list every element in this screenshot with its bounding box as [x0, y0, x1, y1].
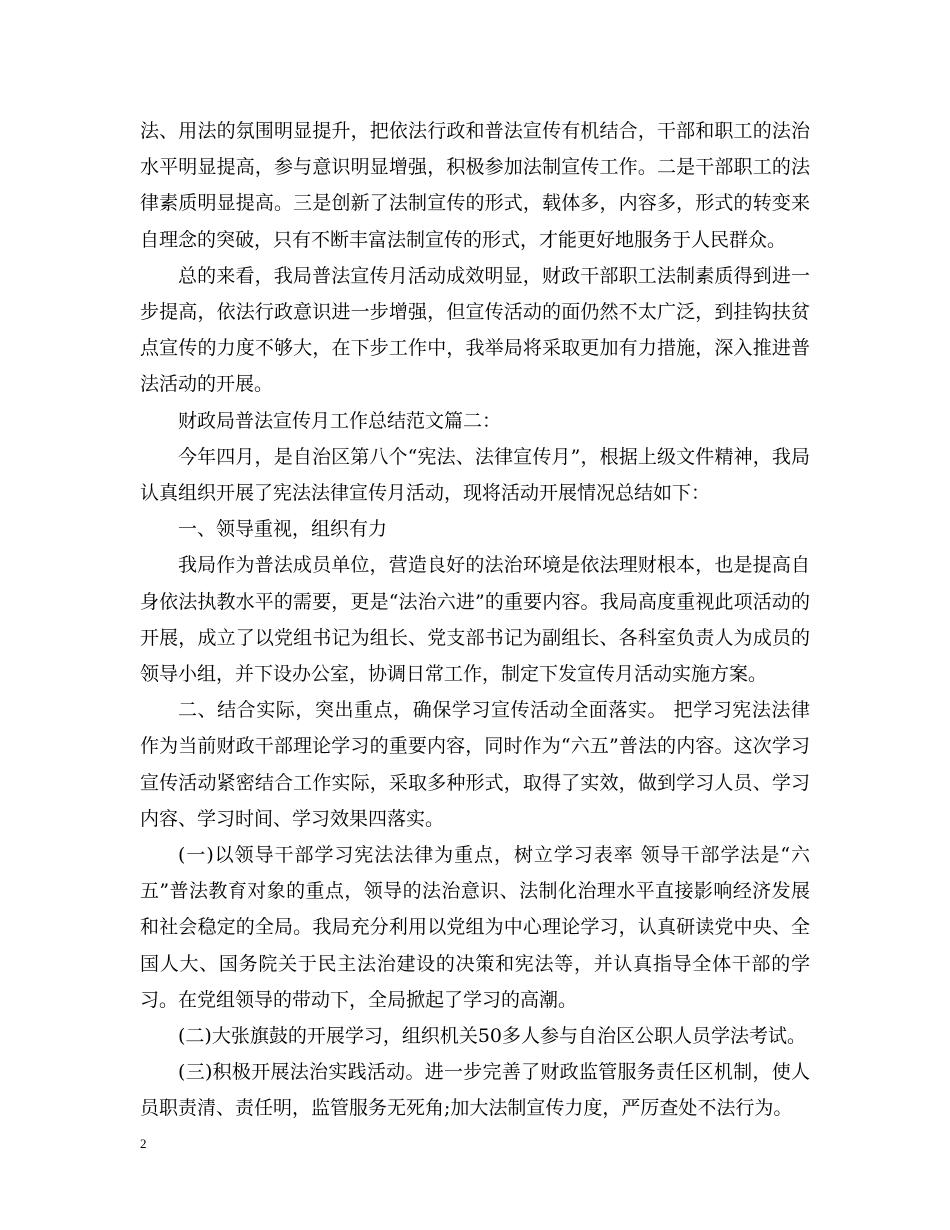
paragraph-continuation: 法、用法的氛围明显提升，把依法行政和普法宣传有机结合，干部和职工的法治水平明显提高，参与意识明显增强，积极参加法制宣传工作。二是干部职工的法律素质明显提高。三是创新了法制宣传的形式，载体多，内容多，形式的转变来自理念的突破，只有不断丰富法制宣传的形式，才能更好地服务于人民群众。: [140, 120, 810, 251]
paragraph-practical-focus: 二、结合实际，突出重点，确保学习宣传活动全面落实。 把学习宪法法律作为当前财政干部理论学习的重要内容，同时作为“六五”普法的内容。这次学习宣传活动紧密结合工作实际，采取多种形式，取得了实效，做到学习人员、学习内容、学习时间、学习效果四落实。: [140, 699, 810, 830]
paragraph-item-three: (三)积极开展法治实践活动。进一步完善了财政监管服务责任区机制，使人员职责清、责任明，监管服务无死角;加大法制宣传力度，严厉查处不法行为。: [140, 1061, 810, 1120]
paragraph-summary: 总的来看，我局普法宣传月活动成效明显，财政干部职工法制素质得到进一步提高，依法行政意识进一步增强，但宣传活动的面仍然不太广泛，到挂钩扶贫点宣传的力度不够大，在下步工作中，我举局将采取更加有力措施，深入推进普法活动的开展。: [140, 264, 810, 396]
paragraph-item-one: (一)以领导干部学习宪法法律为重点，树立学习表率 领导干部学法是“六五”普法教育对象的重点，领导的法治意识、法制化治理水平直接影响经济发展和社会稳定的全局。我局充分利用以党组为中心理论学习，认真研读党中央、全国人大、国务院关于民主法治建设的决策和宪法等，并认真指导全体干部的学习。在党组领导的带动下，全局掀起了学习的高潮。: [140, 844, 810, 1011]
paragraph-leadership: 我局作为普法成员单位，营造良好的法治环境是依法理财根本，也是提高自身依法执教水平的需要，更是“法治六进”的重要内容。我局高度重视此项活动的开展，成立了以党组书记为组长、党支部书记为副组长、各科室负责人为成员的领导小组，并下设办公室，协调日常工作，制定下发宣传月活动实施方案。: [140, 554, 810, 686]
heading-leadership: 一、领导重视，组织有力: [178, 518, 388, 541]
paragraph-item-two: (二)大张旗鼓的开展学习，组织机关50多人参与自治区公职人员学法考试。: [178, 1025, 807, 1048]
document-body: [140, 113, 810, 1127]
paragraph-introduction: 今年四月，是自治区第八个“宪法、法律宣传月”，根据上级文件精神，我局认真组织开展了宪法法律宣传月活动，现将活动开展情况总结如下：: [140, 445, 810, 505]
section-title-part-two: 财政局普法宣传月工作总结范文篇二：: [178, 409, 502, 432]
page-number: 2: [140, 1136, 147, 1151]
